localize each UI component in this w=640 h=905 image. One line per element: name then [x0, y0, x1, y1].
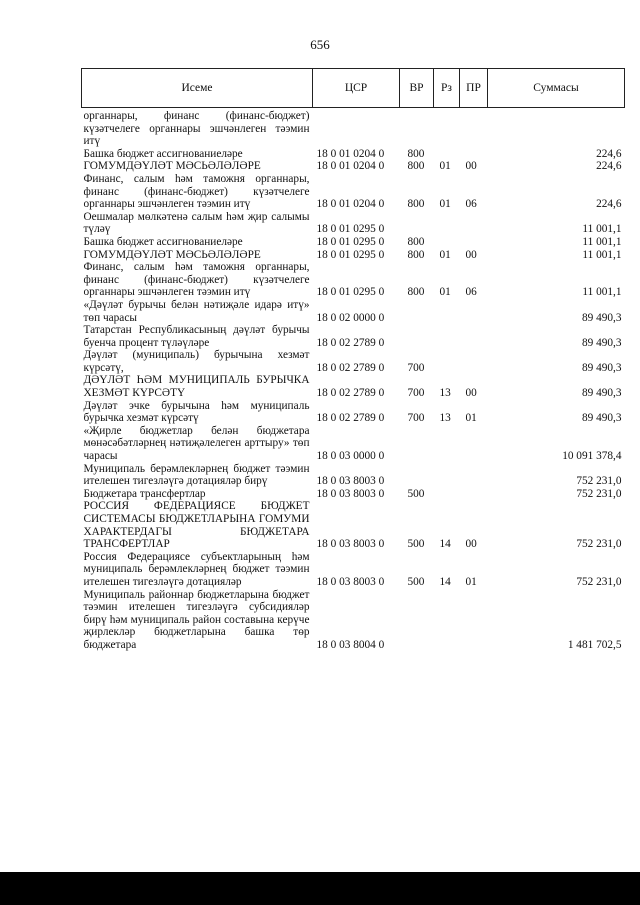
table-body [82, 108, 625, 652]
cell-vr: 800 [407, 248, 425, 261]
cell-csr: 18 0 02 2789 0 [316, 361, 385, 374]
cell-pr: 00 [465, 248, 477, 261]
cell-sum: 11 001,1 [582, 248, 622, 261]
table-row [82, 349, 625, 374]
cell-pr: 01 [465, 575, 477, 588]
page-number: 656 [310, 37, 330, 52]
cell-csr: 18 0 03 8003 0 [316, 575, 385, 588]
header-vr: ВР [400, 69, 434, 108]
table-row [82, 463, 625, 488]
cell-sum [488, 108, 625, 148]
cell-csr: 18 0 02 2789 0 [316, 387, 385, 400]
cell-vr [400, 589, 434, 652]
cell-name: Россия Федерациясе субъектларының һәм муниципаль берәмлекләрнең бюджет тәэмин ителешен тигезләүгә дотацияләр [83, 550, 310, 588]
table-row [82, 299, 625, 324]
cell-vr: 800 [407, 160, 425, 173]
cell-sum: 752 231,0 [576, 487, 622, 500]
table-row [82, 211, 625, 236]
header-name: Исеме [82, 69, 313, 108]
cell-sum: 1 481 702,5 [567, 638, 622, 651]
cell-csr: 18 0 01 0204 0 [316, 147, 385, 160]
cell-sum: 89 490,3 [581, 387, 622, 400]
cell-name: Дәүләт (муниципаль) бурычына хезмәт күрсәтү, [83, 349, 310, 374]
cell-rz: 13 [439, 387, 451, 400]
cell-vr: 700 [407, 412, 425, 425]
cell-name: Финанс, салым һәм таможня органнары, финанс (финанс-бюджет) күзәтчелеге органнары эшчәнлеген тәэмин итү [83, 172, 310, 211]
cell-csr: 18 0 02 2789 0 [316, 412, 385, 425]
cell-name: Татарстан Республикасының дәүләт бурычы буенча процент түләүләре [83, 324, 310, 349]
cell-name: Бюджетара трансфертлар [83, 487, 206, 500]
table-row [82, 173, 625, 211]
cell-pr [460, 211, 488, 236]
cell-pr: 00 [465, 387, 477, 400]
cell-vr: 500 [407, 538, 425, 551]
cell-sum: 752 231,0 [576, 538, 622, 551]
cell-name: РОССИЯ ФЕДЕРАЦИЯСЕ БЮДЖЕТ СИСТЕМАСЫ БЮДЖЕТЛАРЫНА ГОМУМИ ХАРАКТЕРДАГЫ БЮДЖЕТАРА ТРАНСФЕРТЛАР [83, 500, 310, 551]
cell-pr [460, 108, 488, 148]
cell-sum: 224,6 [596, 198, 622, 211]
cell-name: Башка бюджет ассигнованиеләре [83, 147, 243, 160]
cell-csr: 18 0 03 0000 0 [316, 450, 385, 463]
cell-sum: 10 091 378,4 [562, 450, 622, 463]
cell-vr: 800 [407, 235, 425, 248]
cell-pr: 00 [465, 160, 477, 173]
cell-rz [434, 589, 460, 652]
cell-csr: 18 0 02 0000 0 [316, 311, 385, 324]
cell-pr: 06 [465, 286, 477, 299]
cell-sum: 11 001,1 [582, 223, 622, 236]
cell-name: Финанс, салым һәм таможня органнары, финанс (финанс-бюджет) күзәтчелеге органнары эшчәнлеген тәэмин итү [83, 261, 310, 299]
table-row [82, 500, 625, 550]
cell-vr [400, 324, 434, 349]
cell-name: ГОМУМДӘҮЛӘТ МӘСЬӘЛӘЛӘРЕ [83, 248, 261, 261]
cell-pr [460, 488, 488, 501]
cell-csr: 18 0 03 8003 0 [316, 538, 385, 551]
table-row [82, 425, 625, 463]
table-row [82, 400, 625, 425]
cell-rz [434, 299, 460, 324]
table-row [82, 148, 625, 161]
cell-vr: 700 [407, 361, 425, 374]
cell-rz [434, 211, 460, 236]
cell-sum: 752 231,0 [576, 475, 622, 488]
cell-rz [434, 463, 460, 488]
scan-bottom-edge [0, 872, 640, 905]
cell-csr: 18 0 03 8003 0 [316, 475, 385, 488]
cell-sum: 89 490,3 [581, 412, 622, 425]
cell-name: ДӘҮЛӘТ ҺӘМ МУНИЦИПАЛЬ БУРЫЧКА ХЕЗМӘТ КҮРСӘТҮ [83, 374, 310, 400]
table-row [82, 374, 625, 399]
table-row [82, 488, 625, 501]
cell-rz: 14 [439, 575, 451, 588]
cell-pr: 01 [465, 412, 477, 425]
cell-rz [434, 324, 460, 349]
cell-rz [434, 488, 460, 501]
cell-rz [434, 148, 460, 161]
cell-vr: 800 [407, 147, 425, 160]
cell-sum: 752 231,0 [576, 575, 622, 588]
cell-rz [434, 236, 460, 249]
cell-sum: 224,6 [596, 160, 622, 173]
cell-pr [460, 324, 488, 349]
cell-sum: 89 490,3 [581, 336, 622, 349]
cell-rz: 01 [439, 248, 451, 261]
cell-pr [460, 236, 488, 249]
cell-sum: 89 490,3 [581, 361, 622, 374]
table-row [82, 589, 625, 652]
cell-name: ГОМУМДӘҮЛӘТ МӘСЬӘЛӘЛӘРЕ [83, 160, 261, 173]
cell-vr [400, 299, 434, 324]
header-pr: ПР [460, 69, 488, 108]
cell-sum: 11 001,1 [582, 235, 622, 248]
cell-rz: 13 [439, 412, 451, 425]
header-rz: Рз [434, 69, 460, 108]
cell-pr [460, 463, 488, 488]
cell-vr: 800 [407, 286, 425, 299]
cell-sum: 224,6 [596, 147, 622, 160]
cell-name: Оешмалар мөлкәтенә салым һәм җир салымы түләү [83, 210, 310, 236]
cell-csr: 18 0 01 0204 0 [316, 198, 385, 211]
cell-pr: 00 [465, 538, 477, 551]
cell-pr [460, 148, 488, 161]
table-header [82, 69, 625, 108]
cell-rz: 01 [439, 198, 451, 211]
cell-name: Дәүләт эчке бурычына һәм муниципаль бурычка хезмәт күрсәтү [83, 399, 310, 425]
table-row [82, 261, 625, 299]
table-row [82, 551, 625, 589]
budget-table [81, 68, 625, 652]
table-row [82, 108, 625, 148]
cell-rz [434, 349, 460, 374]
cell-vr [400, 108, 434, 148]
cell-pr: 06 [465, 198, 477, 211]
table-row [82, 324, 625, 349]
cell-name: Муниципаль районнар бюджетларына бюджет тәэмин ителешен тигезләүгә субсидияләр бирү һәм муниципаль район составына керүче җирлекләр бюджетларына башка төр бюджетара [83, 588, 310, 651]
cell-pr [460, 589, 488, 652]
cell-csr: 18 0 01 0204 0 [316, 160, 385, 173]
cell-csr: 18 0 03 8003 0 [316, 487, 385, 500]
cell-pr [460, 425, 488, 463]
cell-name: Башка бюджет ассигнованиеләре [83, 235, 243, 248]
cell-vr: 500 [407, 487, 425, 500]
cell-rz [434, 425, 460, 463]
cell-vr: 500 [407, 575, 425, 588]
cell-csr [313, 108, 400, 148]
cell-csr: 18 0 02 2789 0 [316, 336, 385, 349]
cell-rz: 01 [439, 286, 451, 299]
cell-vr: 800 [407, 198, 425, 211]
cell-csr: 18 0 01 0295 0 [316, 235, 385, 248]
cell-pr [460, 299, 488, 324]
cell-name: «Җирле бюджетлар белән бюджетара мөнәсәбәтләрнең нәтиҗәлелеген арттыру» төп чарасы [83, 424, 310, 463]
cell-vr [400, 211, 434, 236]
cell-pr [460, 349, 488, 374]
cell-vr [400, 463, 434, 488]
cell-sum: 89 490,3 [581, 311, 622, 324]
header-sum: Суммасы [488, 69, 625, 108]
cell-csr: 18 0 01 0295 0 [316, 223, 385, 236]
cell-vr [400, 425, 434, 463]
cell-vr: 700 [407, 387, 425, 400]
cell-csr: 18 0 01 0295 0 [316, 248, 385, 261]
cell-csr: 18 0 01 0295 0 [316, 286, 385, 299]
cell-name: органнары, финанс (финанс-бюджет) күзәтчелеге органнары эшчәнлеген тәэмин итү [83, 110, 310, 148]
header-csr: ЦСР [313, 69, 400, 108]
cell-rz: 14 [439, 538, 451, 551]
table-row [82, 236, 625, 249]
table-row [82, 160, 625, 173]
table-row [82, 249, 625, 262]
cell-name: Муниципаль берәмлекләрнең бюджет тәэмин ителешен тигезләүгә дотацияләр бирү [83, 462, 310, 488]
cell-name: «Дәүләт бурычы белән нәтиҗәле идарә итү» төп чарасы [83, 298, 310, 324]
cell-csr: 18 0 03 8004 0 [316, 638, 385, 651]
cell-rz: 01 [439, 160, 451, 173]
cell-sum: 11 001,1 [582, 286, 622, 299]
cell-rz [434, 108, 460, 148]
